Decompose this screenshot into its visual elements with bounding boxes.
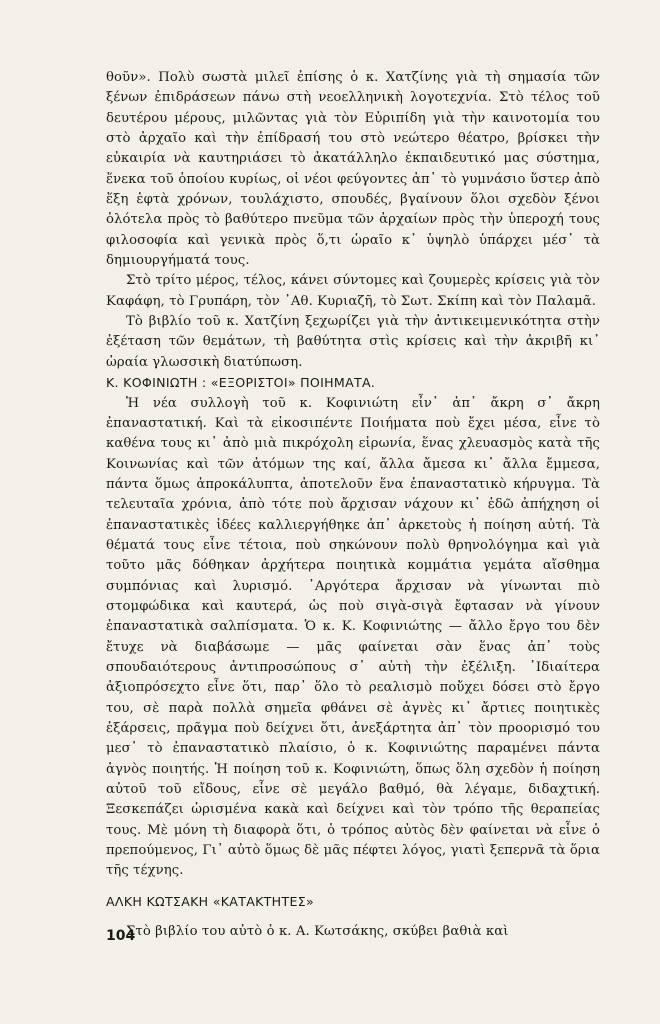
paragraph-kofinioti-review: Ἡ νέα συλλογὴ τοῦ κ. Κοφινιώτη εἶν᾿ ἀπ᾿ ἄκρη σ᾿ ἄκρη ἐπαναστατική. Καὶ τὰ εἰκοσιπέντε Ποιήματα ποὺ ἔχει μέσα, εἶνε τὸ καθένα τους κι᾿ ἀπὸ μιὰ πικρόχολη εἰρωνία, ἕνας χλευασμὸς κατὰ τῆς Κοινωνίας καὶ τῶν ἀτόμων της καί, ἄλλα ἄμεσα κι᾿ ἄλλα ἔμμεσα, πάντα ὅμως ἀπροκάλυπτα, ἀποτελοῦν ἕνα ἐπαναστατικὸ κήρυγμα. Τὰ τελευταῖα χρόνια, ἀπὸ τότε ποὺ ἄρχισαν νάχουν κι᾿ ἐδῶ ἀπήχηση οἱ ἐπαναστατικὲς ἰδέες καλλιεργήθηκε ἀπ᾿ ἀρκετοὺς ἡ ποίηση αὐτή. Τὰ θέματά τους εἶνε τέτοια, ποὺ σηκώνουν πολὺ θρηνολόγημα καὶ γιὰ τοῦτο μᾶς δόθηκαν ἀρχήτερα ποιητικὰ κομμάτια γεμάτα αἴσθημα συμπόνιας καὶ λυρισμό. ᾿Αργότερα ἄρχισαν νὰ γίνωνται πιὸ στομφώδικα καὶ καυτερά, ὡς ποὺ σιγὰ-σιγὰ ἔφτασαν νὰ γίνουν ἐπαναστατικὰ σαλπίσματα. Ὁ κ. Κ. Κοφινιώτης — ἄλλο ἔργο του δὲν ἔτυχε νὰ διαβάσωμε — μᾶς φαίνεται σὰν ἕνας ἀπ᾿ τοὺς σπουδαιότερους ἀντιπροσώπους σ᾿ αὐτὴ τὴν ἐξέλιξη. ᾿Ιδιαίτερα ἀξιοπρόσεχτο εἶνε ὅτι, παρ᾿ ὅλο τὸ ρεαλισμὸ ποὔχει δόσει στὸ ἔργο του, σὲ παρὰ πολλὰ σημεῖα φθάνει σὲ ἁγνὲς κι᾿ ἄρτιες ποιητικὲς ἐξάρσεις, πρᾶγμα ποὺ δείχνει ὅτι, ἀνεξάρτητα ἀπ᾿ τὸν προορισμό του μεσ᾿ τὸ ἐπαναστατικὸ πλαίσιο, ὁ κ. Κοφινιώτης παραμένει πάντα ἁγνὸς ποιητής. Ἡ ποίηση τοῦ κ. Κοφινιώτη, ὅπως ὅλη σχεδὸν ἡ ποίηση αὐτοῦ τοῦ εἴδους, εἶνε σὲ μεγάλο βαθμό, θὰ λέγαμε, διδαχτική. Ξεσκεπάζει ὡρισμένα κακὰ καὶ δείχνει καὶ τὸν τρόπο τῆς θεραπείας τους. Μὲ μόνη τὴ διαφορὰ ὅτι, ὁ τρόπος αὐτὸς δὲν φαίνεται νὰ εἶνε ὁ πρεπούμενος, Γι᾿ αὐτὸ ὅμως δὲ μᾶς πέφτει λόγος, γιατὶ ξεπερνᾶ τὰ ὅρια τῆς τέχνης.	[106, 395, 600, 879]
paragraph-conclusion: Τὸ βιβλίο τοῦ κ. Χατζίνη ξεχωρίζει γιὰ τὴν ἀντικειμενικότητα στὴν ἐξέταση τῶν θεμάτων, τὴ βαθύτητα στὶς κρίσεις καὶ τὴν ἀκριβῆ κι᾿ ὡραία γλωσσικὴ διατύπωση.	[106, 314, 600, 370]
paragraph-kotsaki-review: Στὸ βιβλίο του αὐτὸ ὁ κ. Α. Κωτσάκης, σκύβει βαθιὰ καὶ	[126, 924, 509, 940]
section-heading-kotsaki: ΑΛΚΗ ΚΩΤΣΑΚΗ «ΚΑΤΑΚΤΗΤΕΣ»	[106, 893, 314, 909]
page-number: 104	[106, 928, 136, 944]
section-heading-kofinioti: Κ. ΚΟΦΙΝΙΩΤΗ : «ΕΞΟΡΙΣΤΟΙ» ΠΟΙΗΜΑΤΑ.	[106, 375, 376, 391]
paragraph-continuation: θοῦν». Πολὺ σωστὰ μιλεῖ ἐπίσης ὁ κ. Χατζίνης γιὰ τὴ σημασία τῶν ξένων ἐπιδράσεων πάνω στὴ νεοελληνικὴ λογοτεχνία. Στὸ τέλος τοῦ δευτέρου μέρους, μιλῶντας γιὰ τὸν Εὐριπίδη γιὰ τὴν καινοτομία του στὸ ἀρχαῖο καὶ τὴν ἐπίδρασή του στὸ νεώτερο θέατρο, βρίσκει τὴν εὐκαιρία νὰ καυτηριάσει τὸ ἀκατάλληλο ἐκπαιδευτικό μας σύστημα, ἕνεκα τοῦ ὁποίου κυρίως, οἱ νέοι φεύγοντες ἀπ᾿ τὸ γυμνάσιο ὕστερ ἀπὸ ἕξη ἑφτὰ χρόνων, τουλάχιστο, σπουδές, βγαίνουν ὅλοι σχεδὸν ξένοι ὁλότελα πρὸς τὸ βαθύτερο πνεῦμα τῶν ἀρχαίων πρὸς τὴν ὑπεροχή τους φιλοσοφία καὶ γενικὰ πρὸς ὅ,τι ὡραῖο κ᾿ ὑψηλὸ ὑπάρχει μέσ᾿ τὰ δημιουργήματά τους.	[106, 70, 600, 269]
paragraph-third-part: Στὸ τρίτο μέρος, τέλος, κάνει σύντομες καὶ ζουμερὲς κρίσεις γιὰ τὸν Καφάφη, τὸ Γρυπάρη, τὸν ᾿Αθ. Κυριαζῆ, τὸ Σωτ. Σκίπη καὶ τὸν Παλαμᾶ.	[106, 273, 600, 309]
page-body-text	[106, 68, 600, 942]
